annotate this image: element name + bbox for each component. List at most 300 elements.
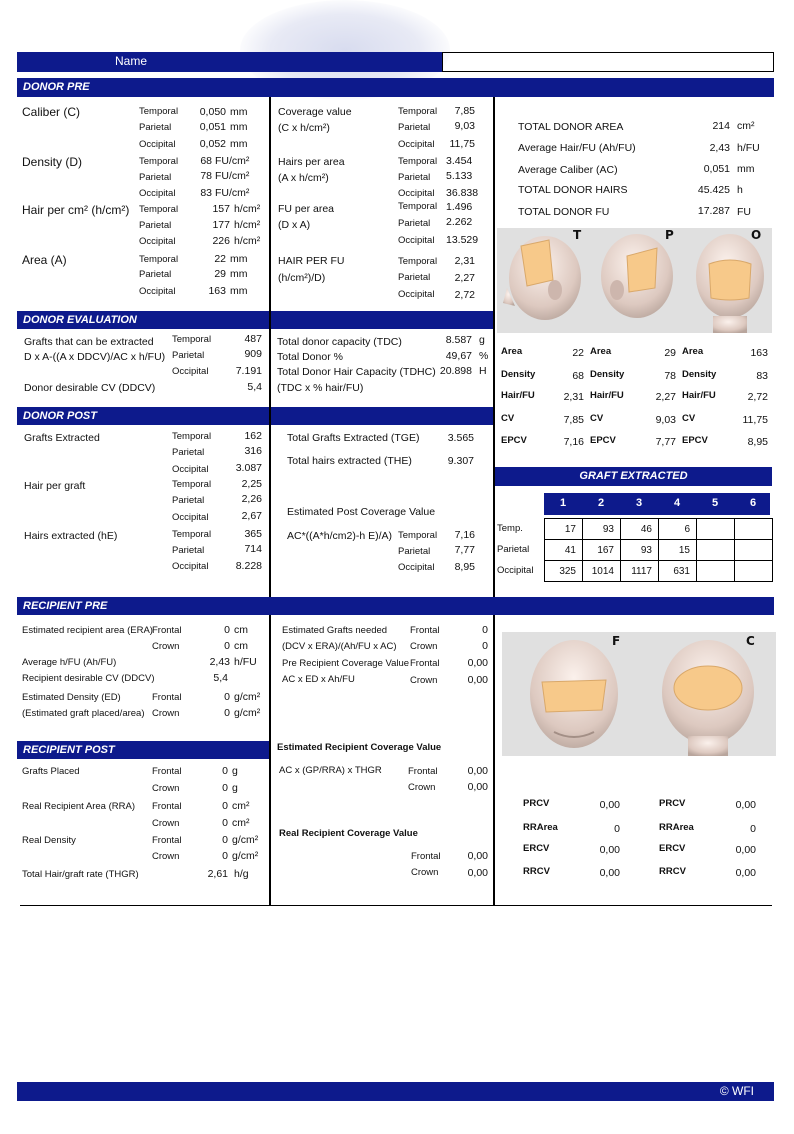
section-donor-post: DONOR POST <box>17 407 269 425</box>
table-row <box>545 519 773 540</box>
hair-per-fu-label: HAIR PER FU <box>278 255 345 267</box>
zone-occipital: Occipital <box>398 562 435 573</box>
epcv-temporal: 7,16 <box>454 529 475 541</box>
zone-crown: Crown <box>410 675 438 686</box>
stat-parietal-density: 78 <box>664 370 676 382</box>
stat-label-density: Density <box>501 369 536 380</box>
ahfu-unit: h/FU <box>234 656 257 668</box>
hairs-area-parietal: 5.133 <box>446 170 473 182</box>
hairs-per-area-formula: (A x h/cm²) <box>278 172 329 184</box>
stat-parietal-hairfu: 2,27 <box>655 391 676 403</box>
footer-bar: © WFI <box>17 1082 774 1101</box>
avg-caliber-label: Average Caliber (AC) <box>518 164 618 176</box>
tdc-label: Total donor capacity (TDC) <box>277 336 402 348</box>
avg-hair-fu-unit: h/FU <box>737 142 760 154</box>
ddcv-label: Donor desirable CV (DDCV) <box>24 382 156 394</box>
fu-per-area-formula: (D x A) <box>278 219 311 231</box>
rd-crown: 0 <box>222 850 228 862</box>
stat-temporal-area: 22 <box>572 347 584 359</box>
grafts-parietal: 316 <box>244 445 262 457</box>
area-label: Area (A) <box>22 253 67 267</box>
tdc-unit: g <box>479 334 485 346</box>
divider-v2 <box>493 97 495 905</box>
graft-cell[interactable]: 15 <box>659 540 697 561</box>
stat-label-area: Area <box>501 346 523 357</box>
head-label-f: F <box>612 634 621 648</box>
prcv-formula: AC x ED x Ah/FU <box>282 674 355 685</box>
graft-cell[interactable] <box>697 519 735 540</box>
zone-temporal: Temporal <box>139 254 179 265</box>
recip-stat-crown-prcv: 0,00 <box>735 799 756 811</box>
fu-area-temporal: 1.496 <box>446 201 473 213</box>
graft-cell[interactable]: 93 <box>621 540 659 561</box>
epcv-occipital: 8,95 <box>454 561 475 573</box>
total-donor-area-label: TOTAL DONOR AREA <box>518 121 624 133</box>
zone-parietal: Parietal <box>139 172 172 183</box>
zone-occipital: Occipital <box>172 512 209 523</box>
section-graft-extracted: GRAFT EXTRACTED <box>495 467 772 486</box>
stat-label-density: Density <box>590 369 625 380</box>
tge-label: Total Grafts Extracted (TGE) <box>287 432 420 444</box>
zone-occipital: Occipital <box>139 236 176 247</box>
stat-label-density: Density <box>682 369 717 380</box>
zone-frontal: Frontal <box>152 692 182 703</box>
graft-col-header: 1 <box>559 497 567 509</box>
graft-col-header: 3 <box>635 497 643 509</box>
caliber-unit: mm <box>230 106 248 118</box>
egn-label: Estimated Grafts needed <box>282 625 388 636</box>
avg-hair-fu-label: Average Hair/FU (Ah/FU) <box>518 142 636 154</box>
hairs-area-temporal: 3.454 <box>446 155 473 167</box>
stat-occipital-density: 83 <box>756 370 768 382</box>
hair-cm2-parietal: 177 <box>212 219 230 231</box>
tdhc-label: Total Donor Hair Capacity (TDHC) <box>277 366 436 378</box>
gp-unit: g <box>232 765 238 777</box>
zone-crown: Crown <box>152 708 180 719</box>
tdhc-value: 20.898 <box>439 365 472 377</box>
total-donor-area-value: 214 <box>712 120 730 132</box>
thgr-unit: h/g <box>234 868 249 880</box>
graft-cell[interactable]: 325 <box>545 561 583 582</box>
tdc-value: 8.587 <box>445 334 472 346</box>
hair-cm2-unit: h/cm² <box>234 219 261 231</box>
zone-occipital: Occipital <box>172 464 209 475</box>
bar-extension <box>271 407 493 425</box>
recip-stat-label-rrarea: RRArea <box>659 822 694 833</box>
density-unit: FU/cm² <box>215 187 250 199</box>
stat-temporal-epcv: 7,16 <box>563 436 584 448</box>
zone-temporal: Temporal <box>398 156 438 167</box>
prcv-frontal: 0,00 <box>467 657 488 669</box>
grafts-extract-label: Grafts that can be extracted <box>24 336 154 348</box>
head-label-t: T <box>573 228 582 242</box>
hpg-occipital: 2,67 <box>241 510 262 522</box>
stat-label-area: Area <box>590 346 612 357</box>
graft-cell[interactable]: 41 <box>545 540 583 561</box>
coverage-occipital: 11,75 <box>449 138 475 150</box>
tdhc-formula: (TDC x % hair/FU) <box>277 382 364 394</box>
gp-unit: g <box>232 782 238 794</box>
stat-label-epcv: EPCV <box>501 435 527 446</box>
zone-occipital: Occipital <box>398 188 435 199</box>
graft-col-header: 5 <box>711 497 719 509</box>
zone-frontal: Frontal <box>152 625 182 636</box>
head-label-c: C <box>746 634 755 648</box>
divider-h-bottom <box>20 905 772 906</box>
table-row <box>545 561 773 582</box>
graft-cell[interactable]: 167 <box>583 540 621 561</box>
rra-unit: cm² <box>232 800 250 812</box>
thgr-label: Total Hair/graft rate (THGR) <box>22 869 139 880</box>
section-recipient-post: RECIPIENT POST <box>17 741 269 759</box>
eval-temporal: 487 <box>244 333 262 345</box>
tdp-label: Total Donor % <box>277 351 343 363</box>
stat-temporal-hairfu: 2,31 <box>563 391 584 403</box>
graft-cell[interactable] <box>735 561 773 582</box>
coverage-label: Coverage value <box>278 106 352 118</box>
zone-crown: Crown <box>152 783 180 794</box>
graft-cell[interactable] <box>697 561 735 582</box>
graft-row-label: Parietal <box>497 544 530 555</box>
hair-fu-occipital: 2,72 <box>454 289 475 301</box>
zone-parietal: Parietal <box>172 350 205 361</box>
zone-frontal: Frontal <box>410 658 440 669</box>
ed-label: Estimated Density (ED) <box>22 692 121 703</box>
graft-cell[interactable]: 6 <box>659 519 697 540</box>
zone-frontal: Frontal <box>152 835 182 846</box>
rra-unit: cm² <box>232 817 250 829</box>
zone-temporal: Temporal <box>172 431 212 442</box>
zone-temporal: Temporal <box>172 479 212 490</box>
caliber-label: Caliber (C) <box>22 105 81 119</box>
era-unit: cm <box>234 640 248 652</box>
zone-crown: Crown <box>152 641 180 652</box>
bar-extension <box>271 311 493 329</box>
the-label: Total hairs extracted (THE) <box>287 455 412 467</box>
area-occipital: 163 <box>208 285 226 297</box>
stat-occipital-epcv: 8,95 <box>747 436 768 448</box>
section-donor-pre: DONOR PRE <box>17 78 774 97</box>
rra-label: Real Recipient Area (RRA) <box>22 801 135 812</box>
table-row <box>545 540 773 561</box>
caliber-parietal: 0,051 <box>199 121 226 133</box>
hair-cm2-unit: h/cm² <box>234 235 261 247</box>
zone-parietal: Parietal <box>398 122 431 133</box>
density-unit: FU/cm² <box>215 155 250 167</box>
tdp-value: 49,67 <box>445 350 472 362</box>
recip-stat-label-rrarea: RRArea <box>523 822 558 833</box>
section-donor-evaluation: DONOR EVALUATION <box>17 311 269 329</box>
zone-parietal: Parietal <box>139 269 172 280</box>
zone-frontal: Frontal <box>410 625 440 636</box>
zone-occipital: Occipital <box>398 139 435 150</box>
recip-stat-frontal-rrcv: 0,00 <box>599 867 620 879</box>
zone-temporal: Temporal <box>172 334 212 345</box>
graft-extracted-header <box>544 493 770 515</box>
recip-stat-crown-rrcv: 0,00 <box>735 867 756 879</box>
ddcv-value: 5,4 <box>247 381 262 393</box>
zone-occipital: Occipital <box>139 188 176 199</box>
zone-parietal: Parietal <box>172 495 205 506</box>
fu-per-area-label: FU per area <box>278 203 335 215</box>
density-temporal: 68 <box>200 155 212 167</box>
density-parietal: 78 <box>200 170 212 182</box>
zone-parietal: Parietal <box>139 122 172 133</box>
hair-cm2-temporal: 157 <box>212 203 230 215</box>
zone-temporal: Temporal <box>139 156 179 167</box>
graft-extracted-table <box>544 518 773 582</box>
hair-fu-parietal: 2,27 <box>454 272 475 284</box>
head-label-o: O <box>751 228 762 242</box>
total-donor-fu-value: 17.287 <box>697 205 730 217</box>
total-donor-fu-label: TOTAL DONOR FU <box>518 206 610 218</box>
grafts-extract-formula: D x A-((A x DDCV)/AC x h/FU) <box>24 351 166 363</box>
prcv-crown: 0,00 <box>467 674 488 686</box>
graft-cell[interactable]: 93 <box>583 519 621 540</box>
hair-cm2-occipital: 226 <box>212 235 230 247</box>
gp-crown: 0 <box>222 782 228 794</box>
zone-temporal: Temporal <box>139 106 179 117</box>
grafts-occipital: 3.087 <box>235 462 262 474</box>
ed-unit: g/cm² <box>234 691 261 703</box>
recipient-heads-image <box>502 632 776 756</box>
zone-occipital: Occipital <box>172 561 209 572</box>
zone-temporal: Temporal <box>398 530 438 541</box>
density-label: Density (D) <box>22 155 83 169</box>
divider-v1 <box>269 97 271 905</box>
coverage-formula: (C x h/cm²) <box>278 122 330 134</box>
graft-cell[interactable]: 17 <box>545 519 583 540</box>
recip-stat-frontal-ercv: 0,00 <box>599 844 620 856</box>
hairs-extracted-label: Hairs extracted (hE) <box>24 530 118 542</box>
stat-occipital-hairfu: 2,72 <box>747 391 768 403</box>
rrcv-title: Real Recipient Coverage Value <box>279 828 418 839</box>
name-field[interactable] <box>442 52 774 72</box>
graft-row-label: Occipital <box>497 565 534 576</box>
stat-parietal-area: 29 <box>664 347 676 359</box>
zone-parietal: Parietal <box>398 172 431 183</box>
zone-crown: Crown <box>152 818 180 829</box>
rra-frontal: 0 <box>222 800 228 812</box>
stat-label-cv: CV <box>501 413 515 424</box>
hair-per-graft-label: Hair per graft <box>24 480 86 492</box>
grafts-extracted-label: Grafts Extracted <box>24 432 100 444</box>
stat-label-hairfu: Hair/FU <box>590 390 624 401</box>
stat-parietal-cv: 9,03 <box>655 414 676 426</box>
recip-stat-label-rrcv: RRCV <box>523 866 550 877</box>
head-label-p: P <box>665 228 674 242</box>
hair-cm2-unit: h/cm² <box>234 203 261 215</box>
stat-temporal-density: 68 <box>572 370 584 382</box>
rrcv-frontal: 0,00 <box>467 850 488 862</box>
recip-stat-crown-ercv: 0,00 <box>735 844 756 856</box>
real-density-label: Real Density <box>22 835 76 846</box>
era-label: Estimated recipient area (ERA) <box>22 625 153 636</box>
head-diagrams-svg <box>497 228 772 333</box>
egn-crown: 0 <box>482 640 488 652</box>
epcv-parietal: 7,77 <box>454 544 475 556</box>
recip-stat-label-prcv: PRCV <box>523 798 550 809</box>
recip-stat-label-prcv: PRCV <box>659 798 686 809</box>
graft-cell[interactable] <box>697 540 735 561</box>
hairs-area-occipital: 36.838 <box>446 187 479 199</box>
ercv-formula: AC x (GP/RRA) x THGR <box>279 765 382 776</box>
zone-parietal: Parietal <box>398 218 431 229</box>
hpg-temporal: 2,25 <box>241 478 262 490</box>
avg-caliber-value: 0,051 <box>703 163 730 175</box>
recip-ddcv-value: 5,4 <box>213 672 228 684</box>
he-parietal: 714 <box>244 543 262 555</box>
name-bar: Name <box>17 52 442 72</box>
zone-frontal: Frontal <box>152 801 182 812</box>
hpg-parietal: 2,26 <box>241 493 262 505</box>
section-recipient-pre: RECIPIENT PRE <box>17 597 774 615</box>
graft-cell[interactable]: 1117 <box>621 561 659 582</box>
recip-stat-label-rrcv: RRCV <box>659 866 686 877</box>
recip-stat-frontal-rrarea: 0 <box>614 823 620 835</box>
rd-frontal: 0 <box>222 834 228 846</box>
total-donor-hairs-label: TOTAL DONOR HAIRS <box>518 184 628 196</box>
zone-crown: Crown <box>152 851 180 862</box>
ercv-frontal: 0,00 <box>467 765 488 777</box>
zone-parietal: Parietal <box>139 220 172 231</box>
ahfu-value: 2,43 <box>209 656 230 668</box>
stat-label-epcv: EPCV <box>590 435 616 446</box>
he-occipital: 8.228 <box>235 560 262 572</box>
epcv-label: Estimated Post Coverage Value <box>287 506 436 518</box>
recipient-head-svg <box>502 632 776 756</box>
zone-parietal: Parietal <box>172 545 205 556</box>
ed-frontal: 0 <box>224 691 230 703</box>
hair-fu-temporal: 2,31 <box>454 255 475 267</box>
zone-temporal: Temporal <box>172 529 212 540</box>
area-parietal: 29 <box>214 268 226 280</box>
zone-parietal: Parietal <box>398 272 431 283</box>
stat-label-hairfu: Hair/FU <box>682 390 716 401</box>
avg-caliber-unit: mm <box>737 163 755 175</box>
graft-col-header: 6 <box>749 497 757 509</box>
total-donor-hairs-unit: h <box>737 184 743 196</box>
stat-temporal-cv: 7,85 <box>563 414 584 426</box>
era-unit: cm <box>234 624 248 636</box>
total-donor-hairs-value: 45.425 <box>697 184 730 196</box>
stat-label-hairfu: Hair/FU <box>501 390 535 401</box>
stat-parietal-epcv: 7,77 <box>655 436 676 448</box>
graft-cell[interactable] <box>735 540 773 561</box>
hair-per-fu-formula: (h/cm²)/D) <box>278 272 326 284</box>
graft-cell[interactable] <box>735 519 773 540</box>
tge-value: 3.565 <box>447 432 474 444</box>
stat-occipital-area: 163 <box>750 347 768 359</box>
grafts-temporal: 162 <box>244 430 262 442</box>
zone-crown: Crown <box>411 867 439 878</box>
stat-label-cv: CV <box>682 413 696 424</box>
gp-frontal: 0 <box>222 765 228 777</box>
he-temporal: 365 <box>244 528 262 540</box>
rra-crown: 0 <box>222 817 228 829</box>
avg-hair-fu-value: 2,43 <box>709 142 730 154</box>
graft-cell[interactable]: 46 <box>621 519 659 540</box>
stat-label-epcv: EPCV <box>682 435 708 446</box>
hairs-per-area-label: Hairs per area <box>278 156 345 168</box>
ercv-crown: 0,00 <box>467 781 488 793</box>
era-crown: 0 <box>224 640 230 652</box>
caliber-temporal: 0,050 <box>199 106 226 118</box>
zone-crown: Crown <box>408 782 436 793</box>
prcv-label: Pre Recipient Coverage Value <box>282 658 410 669</box>
zone-occipital: Occipital <box>172 366 209 377</box>
total-donor-area-unit: cm² <box>737 120 755 132</box>
grafts-placed-label: Grafts Placed <box>22 766 80 777</box>
zone-parietal: Parietal <box>172 447 205 458</box>
ed-unit: g/cm² <box>234 707 261 719</box>
graft-cell[interactable]: 1014 <box>583 561 621 582</box>
zone-occipital: Occipital <box>398 289 435 300</box>
zone-temporal: Temporal <box>139 204 179 215</box>
thgr-value: 2,61 <box>207 868 228 880</box>
stat-label-cv: CV <box>590 413 604 424</box>
graft-col-header: 2 <box>597 497 605 509</box>
coverage-parietal: 9,03 <box>454 120 475 132</box>
zone-parietal: Parietal <box>398 546 431 557</box>
area-unit: mm <box>230 253 248 265</box>
total-donor-fu-unit: FU <box>737 206 751 218</box>
caliber-occipital: 0,052 <box>199 138 226 150</box>
stat-label-area: Area <box>682 346 704 357</box>
rd-unit: g/cm² <box>232 850 259 862</box>
zone-frontal: Frontal <box>152 766 182 777</box>
stat-occipital-cv: 11,75 <box>742 414 768 426</box>
rd-unit: g/cm² <box>232 834 259 846</box>
epcv-formula: AC*((A*h/cm2)-h E)/A) <box>287 530 393 542</box>
zone-temporal: Temporal <box>398 201 438 212</box>
graft-col-header: 4 <box>673 497 681 509</box>
tdp-unit: % <box>479 350 489 362</box>
recip-stat-label-ercv: ERCV <box>523 843 550 854</box>
ahfu-label: Average h/FU (Ah/FU) <box>22 657 117 668</box>
egn-formula: (DCV x ERA)/(Ah/FU x AC) <box>282 641 397 652</box>
area-unit: mm <box>230 285 248 297</box>
zone-frontal: Frontal <box>411 851 441 862</box>
graft-row-label: Temp. <box>497 523 523 534</box>
zone-temporal: Temporal <box>398 106 438 117</box>
tdhc-unit: H <box>479 365 487 377</box>
density-occipital: 83 <box>200 187 212 199</box>
zone-occipital: Occipital <box>398 235 435 246</box>
eval-occipital: 7.191 <box>235 365 262 377</box>
graft-cell[interactable]: 631 <box>659 561 697 582</box>
donor-heads-image <box>497 228 772 333</box>
recip-stat-frontal-prcv: 0,00 <box>599 799 620 811</box>
zone-occipital: Occipital <box>139 286 176 297</box>
era-frontal: 0 <box>224 624 230 636</box>
recip-ddcv-label: Recipient desirable CV (DDCV) <box>22 673 155 684</box>
caliber-unit: mm <box>230 138 248 150</box>
recip-stat-crown-rrarea: 0 <box>750 823 756 835</box>
rrcv-crown: 0,00 <box>467 867 488 879</box>
fu-area-parietal: 2.262 <box>446 216 473 228</box>
coverage-temporal: 7,85 <box>454 105 475 117</box>
eval-parietal: 909 <box>244 348 262 360</box>
area-temporal: 22 <box>214 253 226 265</box>
ed-formula: (Estimated graft placed/area) <box>22 708 145 719</box>
hair-per-cm2-label: Hair per cm² (h/cm²) <box>22 203 130 217</box>
fu-area-occipital: 13.529 <box>446 234 479 246</box>
zone-temporal: Temporal <box>398 256 438 267</box>
egn-frontal: 0 <box>482 624 488 636</box>
the-value: 9.307 <box>447 455 474 467</box>
density-unit: FU/cm² <box>215 170 250 182</box>
